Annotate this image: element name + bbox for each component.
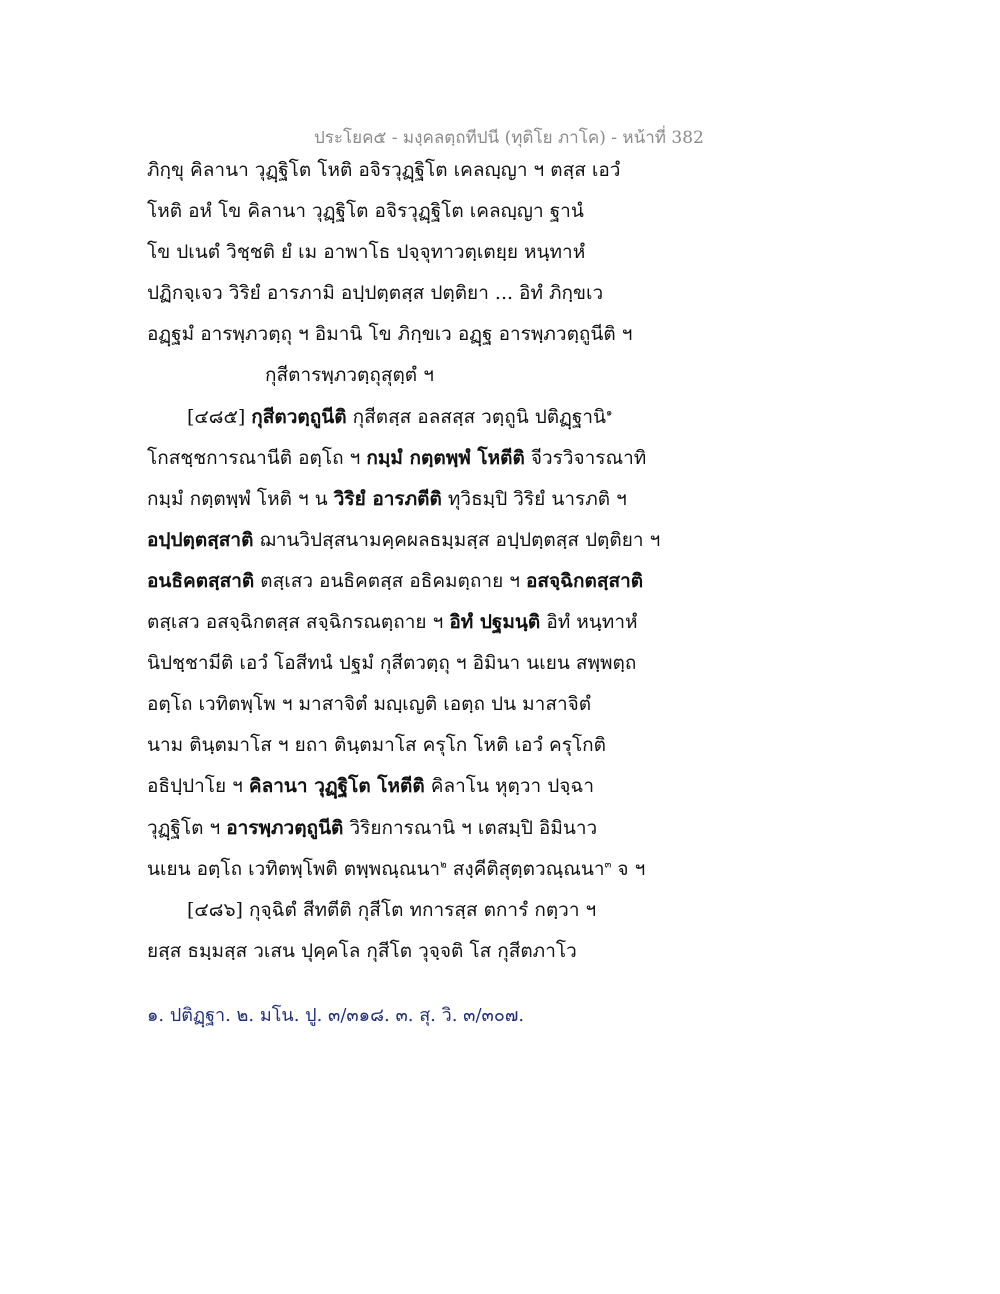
text-span: วิริยการณานิ ฯ เตสมฺปิ อิมินาว [349, 816, 598, 839]
footnote-ref: ๒ [440, 859, 447, 871]
text-line [147, 808, 707, 849]
headword: คิลานา วุฏฺฐิโต โหตีติ [248, 775, 425, 798]
text-span: คิลาโน หุตฺวา ปจฺฉา [430, 775, 595, 798]
text-span: สงฺคีติสุตฺตวณฺณนา [446, 857, 605, 880]
body-text [147, 150, 707, 972]
text-line: นิปชฺชามีติ เอวํ โอสีทนํ ปฐมํ กุสีตวตฺถุ ฯ อิมินา นเยน สพฺพตฺถ [147, 652, 637, 675]
footnote: ๑. ปติฏฺฐา. ๒. มโน. ปู. ๓/๓๑๘. ๓. สุ. วิ. ๓/๓๐๗. [147, 1005, 525, 1026]
text-line: อฏฺฐมํ อารพฺภวตฺถุ ฯ อิมานิ โข ภิกฺขเว อฏฺฐ อารพฺภวตฺถูนีติ ฯ [147, 323, 633, 346]
text-span: กุสีตสฺส อลสสฺส วตฺถูนิ ปติฏฺฐานิ [352, 405, 607, 428]
text-span: ตสฺเสว อนธิคตสฺส อธิคมตฺถาย ฯ [260, 569, 520, 592]
text-line: นาม ตินฺตมาโส ฯ ยถา ตินฺตมาโส ครุโก โหติ เอวํ ครุโกติ [147, 734, 607, 757]
text-span: นเยน อตฺโถ เวทิตพฺโพติ ตพฺพณฺณนา [147, 857, 441, 880]
headword: อปฺปตฺตสฺสาติ [147, 528, 254, 551]
sutta-title: กุสีตารพฺภวตฺถุสุตฺตํ ฯ [265, 364, 434, 387]
text-span: ทุวิธมฺปิ วิริยํ นารภติ ฯ [447, 487, 627, 510]
text-span: โกสชฺชการณานีติ อตฺโถ ฯ [147, 446, 361, 469]
text-line: ยสฺส ธมฺมสฺส วเสน ปุคฺคโล กุสีโต วุจฺจติ โส กุสีตภาโว [147, 939, 577, 962]
text-line: โหติ อหํ โข คิลานา วุฏฺฐิโต อจิรวุฏฺฐิโต เคลญฺญา ฐานํ [147, 200, 584, 223]
text-span: จีวรวิจารณาทิ [530, 446, 647, 469]
text-line [147, 397, 707, 438]
headword: กมฺมํ กตฺตพฺพํ โหตีติ [366, 446, 525, 469]
footnote-ref: ๑ [606, 407, 613, 419]
text-span: วุฏฺฐิโต ฯ [147, 816, 221, 839]
text-line [147, 479, 707, 520]
text-line: โข ปเนตํ วิชฺชติ ยํ เม อาพาโธ ปจฺจุทาวตฺเตยฺย หนฺทาหํ [147, 241, 586, 264]
text-line [147, 849, 707, 890]
text-line [147, 561, 707, 602]
footnote-ref: ๓ [604, 859, 612, 871]
page-header: ประโยค๕ - มงฺคลตฺถทีปนี (ทุติโย ภาโค) - หน้าที่ 382 [314, 128, 704, 148]
text-span: อิทํ หนฺทาหํ [546, 611, 638, 634]
text-line: ปฏิกจฺเจว วิริยํ อารภามิ อปฺปตฺตสฺส ปตฺติยา ... อิทํ ภิกฺขเว [147, 282, 604, 305]
headword: อนธิคตสฺสาติ [147, 569, 255, 592]
text-span: ฌานวิปสฺสนามคฺคผลธมฺมสฺส อปฺปตฺตสฺส ปตฺติยา ฯ [259, 528, 661, 551]
text-line: ภิกฺขุ คิลานา วุฏฺฐิโต โหติ อจิรวุฏฺฐิโต เคลญฺญา ฯ ตสฺส เอวํ [147, 159, 621, 181]
text-line [147, 438, 707, 479]
text-span: อธิปฺปาโย ฯ [147, 775, 243, 798]
text-span: ตสฺเสว อสจฺฉิกตสฺส สจฺฉิกรณตฺถาย ฯ [147, 611, 444, 634]
headword: อิทํ ปฐมนฺติ [449, 611, 541, 634]
text-line [147, 602, 707, 643]
headword: อสจฺฉิกตสฺสาติ [525, 569, 644, 592]
text-line [147, 520, 707, 561]
text-line [147, 766, 707, 807]
headword: กุสีตวตฺถูนีติ [251, 405, 347, 428]
text-span: จ ฯ [611, 857, 646, 880]
text-line: [๔๘๖] กุจฺฉิตํ สีทตีติ กุสีโต ทการสฺส ตการํ กตฺวา ฯ [187, 898, 597, 921]
headword: อารพฺภวตฺถูนีติ [226, 816, 344, 839]
text-line: อตฺโถ เวทิตพฺโพ ฯ มาสาจิตํ มญฺเญติ เอตฺถ ปน มาสาจิตํ [147, 693, 592, 716]
paragraph-number: [๔๘๕] [187, 405, 246, 428]
text-span: กมฺมํ กตฺตพฺพํ โหติ ฯ น [147, 487, 328, 510]
headword: วิริยํ อารภตีติ [333, 487, 442, 510]
